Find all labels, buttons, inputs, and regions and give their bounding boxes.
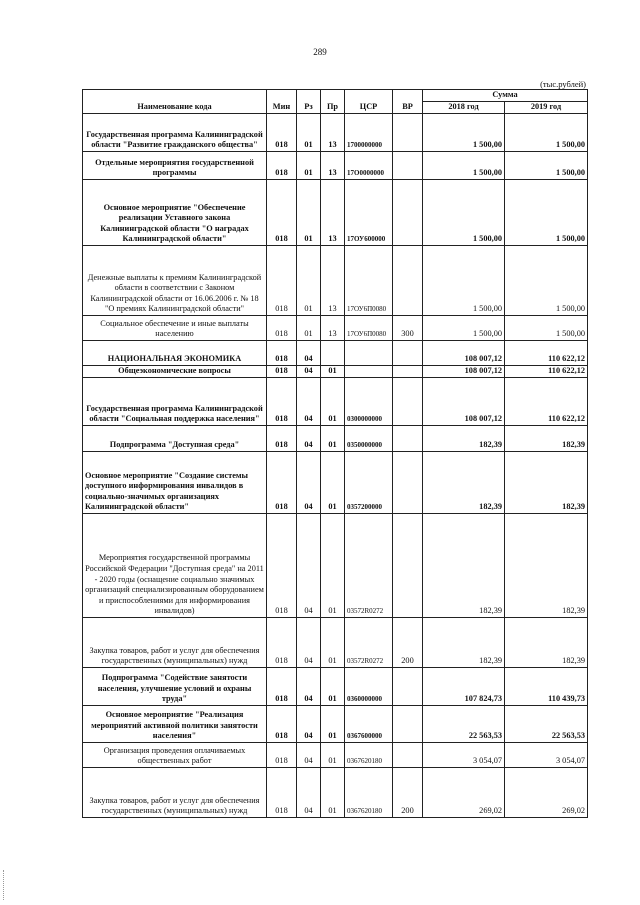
cell-csr [345, 366, 393, 378]
cell-min: 018 [267, 514, 297, 618]
cell-y2018: 1 500,00 [423, 316, 505, 341]
header-name: Наименование кода [83, 90, 267, 114]
cell-y2019: 110 622,12 [505, 366, 588, 378]
cell-y2018: 182,39 [423, 426, 505, 452]
cell-name: Подпрограмма "Содействие занятости населения, улучшение условий и охраны труда" [83, 668, 267, 706]
cell-vr: 300 [393, 316, 423, 341]
cell-rz: 04 [297, 668, 321, 706]
cell-name: Отдельные мероприятия государственной программы [83, 152, 267, 180]
cell-vr [393, 366, 423, 378]
table-row [83, 743, 588, 768]
table-row [83, 768, 588, 818]
cell-csr: 0300000000 [345, 378, 393, 426]
table-row [83, 378, 588, 426]
table-body [83, 114, 588, 818]
cell-vr [393, 180, 423, 246]
cell-y2018: 182,39 [423, 618, 505, 668]
cell-y2019: 1 500,00 [505, 114, 588, 152]
cell-pr: 13 [321, 152, 345, 180]
cell-csr: 17ОУ600000 [345, 180, 393, 246]
table-row [83, 514, 588, 618]
header-min: Мин [267, 90, 297, 114]
table-row [83, 618, 588, 668]
cell-y2018: 108 007,12 [423, 366, 505, 378]
cell-csr: 1700000000 [345, 114, 393, 152]
cell-vr [393, 378, 423, 426]
cell-csr: 0357200000 [345, 452, 393, 514]
table-row [83, 114, 588, 152]
cell-min: 018 [267, 378, 297, 426]
cell-min: 018 [267, 743, 297, 768]
units-label: (тыс.рублей) [540, 79, 586, 89]
cell-y2018: 1 500,00 [423, 114, 505, 152]
cell-y2019: 1 500,00 [505, 152, 588, 180]
cell-vr [393, 514, 423, 618]
cell-y2018: 269,02 [423, 768, 505, 818]
cell-pr: 01 [321, 618, 345, 668]
cell-csr [345, 341, 393, 366]
cell-vr [393, 668, 423, 706]
cell-y2019: 182,39 [505, 618, 588, 668]
header-vr: ВР [393, 90, 423, 114]
cell-y2019: 1 500,00 [505, 246, 588, 316]
cell-y2018: 107 824,73 [423, 668, 505, 706]
table-row [83, 180, 588, 246]
cell-vr [393, 743, 423, 768]
cell-vr [393, 706, 423, 743]
cell-min: 018 [267, 706, 297, 743]
cell-csr: 17О0000000 [345, 152, 393, 180]
cell-min: 018 [267, 366, 297, 378]
table-row [83, 316, 588, 341]
cell-name: Государственная программа Калининградской области "Социальная поддержка населения" [83, 378, 267, 426]
cell-y2018: 108 007,12 [423, 341, 505, 366]
header-2018: 2018 год [423, 102, 505, 114]
cell-rz: 04 [297, 706, 321, 743]
table-row [83, 426, 588, 452]
cell-vr [393, 114, 423, 152]
cell-pr: 01 [321, 706, 345, 743]
cell-csr: 0367600000 [345, 706, 393, 743]
cell-pr: 13 [321, 246, 345, 316]
cell-pr: 01 [321, 366, 345, 378]
cell-y2018: 182,39 [423, 514, 505, 618]
cell-y2018: 1 500,00 [423, 152, 505, 180]
cell-min: 018 [267, 618, 297, 668]
header-csr: ЦСР [345, 90, 393, 114]
cell-vr [393, 426, 423, 452]
cell-name: Организация проведения оплачиваемых общественных работ [83, 743, 267, 768]
cell-rz: 04 [297, 378, 321, 426]
header-sum: Сумма [423, 90, 588, 102]
cell-y2019: 22 563,53 [505, 706, 588, 743]
cell-y2019: 110 439,73 [505, 668, 588, 706]
cell-min: 018 [267, 114, 297, 152]
cell-y2019: 182,39 [505, 452, 588, 514]
cell-pr: 13 [321, 180, 345, 246]
cell-csr: 17ОУ6П0080 [345, 316, 393, 341]
page-number: 289 [313, 47, 327, 57]
cell-pr [321, 341, 345, 366]
cell-vr [393, 152, 423, 180]
cell-pr: 01 [321, 768, 345, 818]
cell-name: НАЦИОНАЛЬНАЯ ЭКОНОМИКА [83, 341, 267, 366]
cell-rz: 01 [297, 246, 321, 316]
cell-pr: 01 [321, 668, 345, 706]
cell-min: 018 [267, 246, 297, 316]
cell-name: Основное мероприятие "Обеспечение реализации Уставного закона Калининградской области "О наградах Калининградской области" [83, 180, 267, 246]
cell-y2018: 182,39 [423, 452, 505, 514]
cell-rz: 04 [297, 426, 321, 452]
cell-name: Основное мероприятие "Реализация мероприятий активной политики занятости населения" [83, 706, 267, 743]
cell-csr: 0350000000 [345, 426, 393, 452]
cell-min: 018 [267, 426, 297, 452]
cell-name: Мероприятия государственной программы Российской Федерации "Доступная среда" на 2011 - 2020 годы (оснащение социально значимых организаций специализированным оборудованием и приспособлениями для информирования инвалидов) [83, 514, 267, 618]
cell-rz: 04 [297, 768, 321, 818]
cell-pr: 01 [321, 426, 345, 452]
cell-vr [393, 341, 423, 366]
cell-vr: 200 [393, 618, 423, 668]
cell-csr: 03572R0272 [345, 514, 393, 618]
cell-min: 018 [267, 180, 297, 246]
cell-y2018: 3 054,07 [423, 743, 505, 768]
cell-pr: 01 [321, 378, 345, 426]
cell-min: 018 [267, 316, 297, 341]
cell-name: Государственная программа Калининградской области "Развитие гражданского общества" [83, 114, 267, 152]
cell-min: 018 [267, 341, 297, 366]
cell-name: Денежные выплаты к премиям Калининградской области в соответствии с Законом Калининградской области от 16.06.2006 г. № 18 "О премиях Калининградской области" [83, 246, 267, 316]
cell-name: Общеэкономические вопросы [83, 366, 267, 378]
cell-rz: 04 [297, 341, 321, 366]
table-row [83, 706, 588, 743]
cell-name: Основное мероприятие "Создание системы доступного информирования инвалидов в социально-значимых организациях Калининградской области" [83, 452, 267, 514]
table-row [83, 366, 588, 378]
cell-y2019: 182,39 [505, 426, 588, 452]
table-row [83, 452, 588, 514]
cell-y2019: 1 500,00 [505, 316, 588, 341]
table-row [83, 341, 588, 366]
cell-min: 018 [267, 668, 297, 706]
cell-rz: 01 [297, 180, 321, 246]
cell-y2019: 110 622,12 [505, 341, 588, 366]
cell-y2019: 1 500,00 [505, 180, 588, 246]
cell-vr: 200 [393, 768, 423, 818]
cell-y2019: 269,02 [505, 768, 588, 818]
cell-csr: 03572R0272 [345, 618, 393, 668]
cell-pr: 01 [321, 514, 345, 618]
cell-csr: 17ОУ6П0080 [345, 246, 393, 316]
cell-name: Закупка товаров, работ и услуг для обеспечения государственных (муниципальных) нужд [83, 768, 267, 818]
table-row [83, 668, 588, 706]
table-row [83, 246, 588, 316]
cell-rz: 01 [297, 152, 321, 180]
table-row [83, 152, 588, 180]
cell-vr [393, 452, 423, 514]
cell-name: Социальное обеспечение и иные выплаты населению [83, 316, 267, 341]
cell-rz: 01 [297, 316, 321, 341]
cell-vr [393, 246, 423, 316]
cell-y2018: 22 563,53 [423, 706, 505, 743]
cell-rz: 01 [297, 114, 321, 152]
cell-rz: 04 [297, 366, 321, 378]
header-2019: 2019 год [505, 102, 588, 114]
header-row-top [83, 90, 588, 102]
cell-name: Закупка товаров, работ и услуг для обеспечения государственных (муниципальных) нужд [83, 618, 267, 668]
cell-y2019: 110 622,12 [505, 378, 588, 426]
cell-y2019: 182,39 [505, 514, 588, 618]
cell-y2018: 1 500,00 [423, 180, 505, 246]
cell-rz: 04 [297, 743, 321, 768]
cell-rz: 04 [297, 452, 321, 514]
cell-name: Подпрограмма "Доступная среда" [83, 426, 267, 452]
cell-min: 018 [267, 152, 297, 180]
cell-csr: 0367620180 [345, 743, 393, 768]
header-rz: Рз [297, 90, 321, 114]
cell-pr: 01 [321, 743, 345, 768]
cell-csr: 0360000000 [345, 668, 393, 706]
scan-margin-mark [3, 870, 5, 900]
cell-pr: 13 [321, 114, 345, 152]
cell-rz: 04 [297, 618, 321, 668]
cell-csr: 0367620180 [345, 768, 393, 818]
header-pr: Пр [321, 90, 345, 114]
cell-min: 018 [267, 452, 297, 514]
cell-y2019: 3 054,07 [505, 743, 588, 768]
cell-pr: 13 [321, 316, 345, 341]
cell-pr: 01 [321, 452, 345, 514]
cell-y2018: 1 500,00 [423, 246, 505, 316]
cell-y2018: 108 007,12 [423, 378, 505, 426]
cell-rz: 04 [297, 514, 321, 618]
cell-min: 018 [267, 768, 297, 818]
budget-table [82, 89, 588, 818]
